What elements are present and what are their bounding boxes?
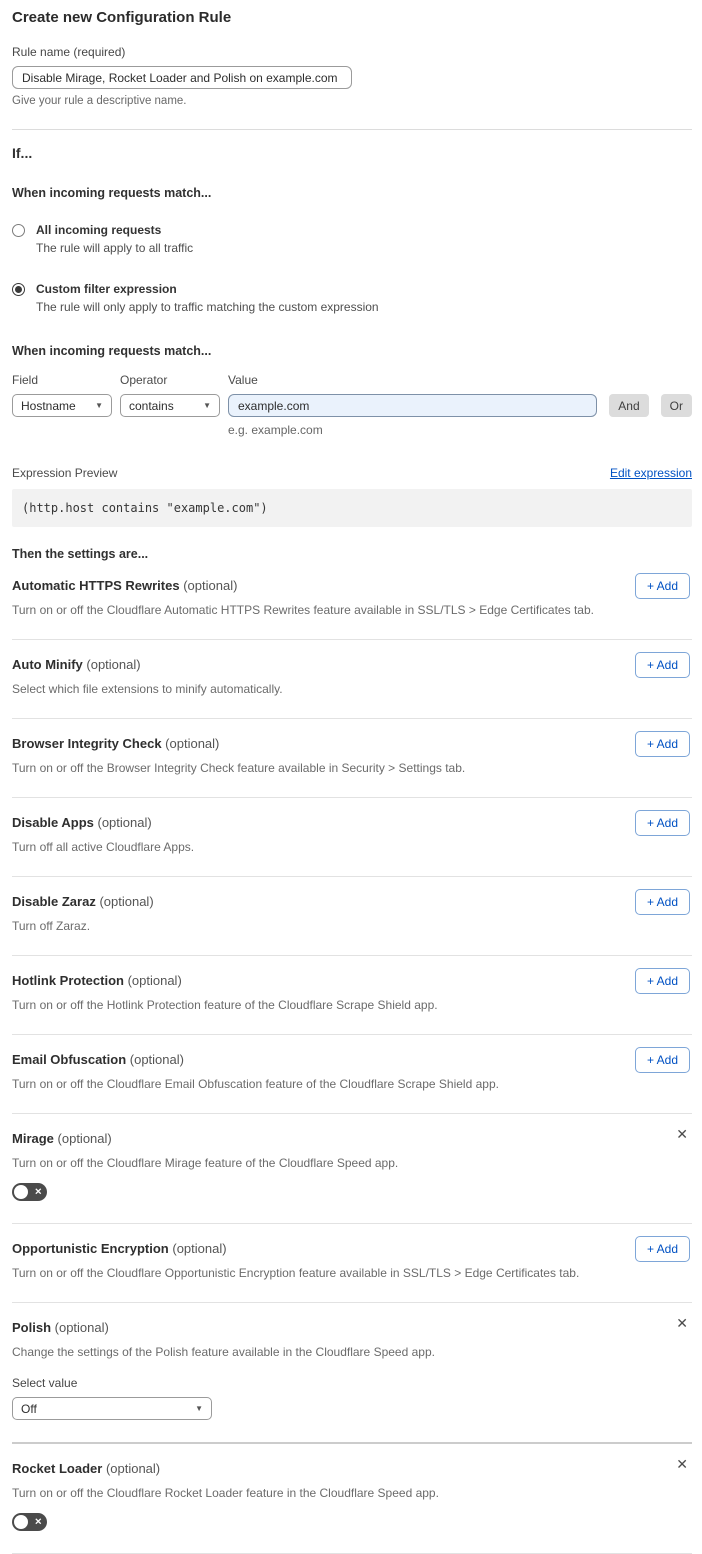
setting-description: Turn on or off the Hotlink Protection feature of the Cloudflare Scrape Shield app.	[12, 998, 438, 1012]
add-setting-button[interactable]: + Add	[635, 1236, 690, 1262]
expression-preview-code: (http.host contains "example.com")	[12, 489, 692, 527]
setting-optional-tag: (optional)	[86, 657, 141, 672]
close-icon[interactable]: ✕	[676, 1456, 688, 1472]
radio-unselected-icon[interactable]	[12, 224, 25, 237]
setting-select-value: Off	[21, 1401, 37, 1416]
page-title: Create new Configuration Rule	[12, 9, 232, 26]
setting-row	[12, 877, 692, 956]
setting-optional-tag: (optional)	[97, 815, 152, 830]
operator-label: Operator	[120, 373, 168, 387]
radio-all-incoming-requests[interactable]	[12, 223, 692, 255]
toggle-off-x-icon: ✕	[34, 1516, 42, 1527]
setting-row	[12, 956, 692, 1035]
chevron-down-icon: ▼	[203, 401, 211, 410]
setting-optional-tag: (optional)	[172, 1241, 227, 1256]
expression-preview-row	[12, 466, 692, 480]
then-settings-heading: Then the settings are...	[12, 547, 149, 561]
radio-description: The rule will only apply to traffic matching the custom expression	[36, 300, 379, 314]
value-label: Value	[228, 373, 258, 387]
setting-optional-tag: (optional)	[99, 894, 154, 909]
setting-optional-tag: (optional)	[129, 1052, 184, 1067]
add-setting-button[interactable]: + Add	[635, 731, 690, 757]
settings-list	[12, 561, 692, 1554]
close-icon[interactable]: ✕	[676, 1126, 688, 1142]
rule-name-input[interactable]	[12, 66, 352, 89]
setting-value-select[interactable]	[12, 1397, 212, 1420]
edit-expression-link[interactable]: Edit expression	[609, 466, 692, 480]
setting-name: Rocket Loader	[12, 1461, 103, 1476]
add-setting-button[interactable]: + Add	[635, 968, 690, 994]
value-help-text: e.g. example.com	[228, 423, 323, 437]
setting-optional-tag: (optional)	[127, 973, 182, 988]
field-select[interactable]	[12, 394, 112, 417]
radio-selected-icon[interactable]	[12, 283, 25, 296]
setting-optional-tag: (optional)	[57, 1131, 112, 1146]
if-heading: If...	[12, 145, 33, 161]
setting-title	[12, 1461, 692, 1476]
setting-name: Email Obfuscation	[12, 1052, 127, 1067]
match-heading: When incoming requests match...	[12, 186, 212, 200]
field-label: Field	[12, 373, 39, 387]
toggle-knob	[14, 1185, 28, 1199]
setting-toggle-off[interactable]	[12, 1513, 47, 1531]
setting-title	[12, 1241, 692, 1256]
setting-name: Browser Integrity Check	[12, 736, 162, 751]
setting-title	[12, 815, 692, 830]
add-setting-button[interactable]: + Add	[635, 810, 690, 836]
or-button[interactable]: Or	[661, 394, 692, 417]
request-match-radio-group	[12, 223, 692, 314]
setting-row	[12, 798, 692, 877]
rule-name-help: Give your rule a descriptive name.	[12, 95, 187, 107]
setting-row	[12, 1114, 692, 1224]
setting-name: Hotlink Protection	[12, 973, 124, 988]
setting-row	[12, 561, 692, 640]
select-value-label: Select value	[12, 1376, 78, 1390]
expression-builder-heading: When incoming requests match...	[12, 344, 212, 358]
setting-description: Change the settings of the Polish feature available in the Cloudflare Speed app.	[12, 1345, 435, 1359]
expression-builder-row	[12, 394, 692, 417]
setting-row	[12, 1442, 692, 1554]
setting-row	[12, 1035, 692, 1114]
setting-title	[12, 1320, 692, 1335]
setting-row	[12, 640, 692, 719]
value-input[interactable]	[228, 394, 597, 417]
close-icon[interactable]: ✕	[676, 1315, 688, 1331]
setting-title	[12, 1131, 692, 1146]
radio-label: Custom filter expression	[36, 282, 177, 296]
setting-name: Disable Zaraz	[12, 894, 96, 909]
operator-select[interactable]	[120, 394, 220, 417]
setting-description: Turn on or off the Cloudflare Email Obfuscation feature of the Cloudflare Scrape Shield app.	[12, 1077, 499, 1091]
add-setting-button[interactable]: + Add	[635, 1047, 690, 1073]
setting-toggle-off[interactable]	[12, 1183, 47, 1201]
setting-optional-tag: (optional)	[183, 578, 238, 593]
toggle-off-x-icon: ✕	[34, 1186, 42, 1197]
setting-description: Turn on or off the Browser Integrity Check feature available in Security > Settings tab.	[12, 761, 466, 775]
add-setting-button[interactable]: + Add	[635, 573, 690, 599]
chevron-down-icon: ▼	[195, 1404, 203, 1413]
setting-row	[12, 719, 692, 798]
setting-title	[12, 657, 692, 672]
setting-description: Turn on or off the Cloudflare Rocket Loader feature in the Cloudflare Speed app.	[12, 1486, 439, 1500]
field-select-value: Hostname	[21, 398, 76, 413]
setting-row	[12, 1224, 692, 1303]
radio-description: The rule will apply to all traffic	[36, 241, 194, 255]
setting-name: Polish	[12, 1320, 52, 1335]
setting-name: Disable Apps	[12, 815, 94, 830]
setting-name: Automatic HTTPS Rewrites	[12, 578, 180, 593]
radio-label: All incoming requests	[36, 223, 162, 237]
add-setting-button[interactable]: + Add	[635, 889, 690, 915]
setting-title	[12, 578, 692, 593]
operator-select-value: contains	[129, 398, 174, 413]
and-button[interactable]: And	[609, 394, 648, 417]
setting-name: Opportunistic Encryption	[12, 1241, 169, 1256]
setting-name: Mirage	[12, 1131, 54, 1146]
setting-description: Turn on or off the Cloudflare Mirage feature of the Cloudflare Speed app.	[12, 1156, 399, 1170]
expression-builder-labels	[12, 373, 692, 387]
add-setting-button[interactable]: + Add	[635, 652, 690, 678]
radio-custom-filter-expression[interactable]	[12, 282, 692, 314]
setting-title	[12, 973, 692, 988]
setting-description: Turn off all active Cloudflare Apps.	[12, 840, 195, 854]
chevron-down-icon: ▼	[95, 401, 103, 410]
setting-title	[12, 894, 692, 909]
setting-description: Select which file extensions to minify automatically.	[12, 682, 283, 696]
setting-select-group	[12, 1376, 692, 1420]
setting-description: Turn on or off the Cloudflare Opportunistic Encryption feature available in SSL/TLS > Edge Certificates tab.	[12, 1266, 580, 1280]
setting-optional-tag: (optional)	[54, 1320, 109, 1335]
expression-preview-label: Expression Preview	[12, 466, 118, 480]
setting-description: Turn off Zaraz.	[12, 919, 91, 933]
setting-name: Auto Minify	[12, 657, 83, 672]
setting-optional-tag: (optional)	[105, 1461, 161, 1476]
toggle-knob	[14, 1515, 28, 1529]
setting-title	[12, 1052, 692, 1067]
section-divider	[12, 129, 692, 130]
setting-title	[12, 736, 692, 751]
setting-row	[12, 1303, 692, 1443]
setting-description: Turn on or off the Cloudflare Automatic HTTPS Rewrites feature available in SSL/TLS > Edge Certificates tab.	[12, 603, 594, 617]
setting-optional-tag: (optional)	[165, 736, 220, 751]
rule-name-label: Rule name (required)	[12, 45, 126, 59]
